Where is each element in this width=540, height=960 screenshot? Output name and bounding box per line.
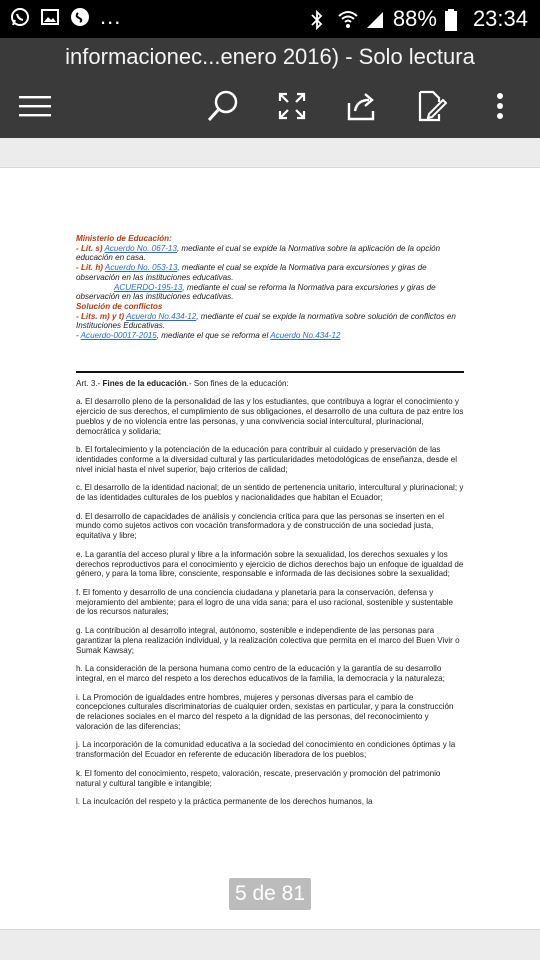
agreement-link[interactable]: Acuerdo No. 053-13 xyxy=(104,263,178,273)
agreement-link[interactable]: ACUERDO-195-13 xyxy=(114,282,183,292)
more-notifications-text: ... xyxy=(100,4,122,29)
agreement-link[interactable]: Acuerdo No.434-12 xyxy=(270,331,341,341)
menu-button[interactable] xyxy=(13,84,57,128)
search-button[interactable] xyxy=(201,84,245,128)
agreement-link[interactable]: Acuerdo No.434-12 xyxy=(126,311,197,321)
shazam-icon xyxy=(70,7,90,27)
status-bar xyxy=(0,0,540,38)
wifi-icon xyxy=(337,9,357,29)
page-indicator: 5 de 81 xyxy=(229,878,311,910)
share-button[interactable] xyxy=(339,84,383,128)
hamburger-menu-icon xyxy=(19,95,51,117)
article-title: Fines de la educación xyxy=(102,378,187,388)
reference-text: , mediante el cual se expide la Normativa sobre la aplicación de la opción educación en casa. xyxy=(76,243,441,263)
reference-text: , mediante el cual se expide la Normativa para excursiones y giras de observación en las instituciones educativas. xyxy=(76,263,427,282)
article-paragraph: l. La inculcación del respeto y la práctica permanente de los derechos humanos, la xyxy=(76,797,373,807)
article-paragraph: d. El desarrollo de capacidades de análisis y conciencia crítica para que las personas se inserten en el mundo como sujetos activos con vocación transformadora y de construcción de una sociedad justa, equitativa y libre; xyxy=(76,511,445,541)
overflow-menu-button[interactable] xyxy=(478,84,522,128)
article-paragraph: a. El desarrollo pleno de la personalidad de las y los estudiantes, que contribuya a lograr el conocimiento y ejercicio de sus derechos, el cumplimiento de sus obligaciones, el desarrollo de una cultura de paz entre los pueblos y de no violencia entre las personas, y una convivencia social intercultural, plurinacional, democrática y solidaria; xyxy=(76,397,464,436)
article-paragraph: h. La consideración de la persona humana como centro de la educación y la garantía de su desarrollo integral, en el marco del respeto a los derechos educativos de la familia, la democracia y la naturaleza; xyxy=(76,664,445,683)
agreement-link[interactable]: Acuerdo No. 067-13 xyxy=(104,243,177,253)
article-paragraph: k. El fomento del conocimiento, respeto, valoración, rescate, preservación y promoción del patrimonio natural y cultural tangible e intangible; xyxy=(76,768,441,788)
lit-prefix: - Lit. h) xyxy=(76,263,103,273)
app-bar xyxy=(0,38,540,138)
article-paragraph: i. La Promoción de igualdades entre hombres, mujeres y personas diversas para el cambio de concepciones culturales discriminatorias de cualquier orden, sexistas en particular, y para la construcción de relaciones sociales en el marco del respeto a la dignidad de las personas, del reconocimiento y valoración de las diferencias; xyxy=(76,692,454,731)
edit-button[interactable] xyxy=(410,84,454,128)
article-paragraph: f. El fomento y desarrollo de una conciencia ciudadana y planetaria para la conservación, defensa y mejoramiento del ambiente; para el logro de una vida sana; para el uso racional, sostenible y sustentable de los recursos naturales; xyxy=(76,587,454,617)
reference-line xyxy=(76,312,464,331)
reference-line xyxy=(76,331,464,341)
battery-icon xyxy=(445,9,465,29)
bluetooth-icon xyxy=(309,9,329,29)
fullscreen-icon xyxy=(278,92,306,120)
reference-line xyxy=(76,263,464,282)
dash-prefix: - xyxy=(76,331,79,341)
section-divider xyxy=(76,371,464,373)
ministry-heading: Ministerio de Educación: xyxy=(76,234,172,243)
search-icon xyxy=(206,89,240,123)
lit-prefix: - Lits. m) y t) xyxy=(76,311,125,321)
clock: 23:34 xyxy=(472,6,528,31)
reference-text: , mediante el que se reforma el xyxy=(156,331,271,341)
share-icon xyxy=(345,91,377,121)
conflicts-heading: Solución de conflictos xyxy=(76,301,163,311)
document-page[interactable] xyxy=(0,167,540,930)
article-heading xyxy=(76,379,464,389)
reference-line xyxy=(76,244,464,263)
article-paragraph: j. La incorporación de la comunidad educativa a la sociedad del conocimiento en condiciones óptimas y la transformación del Ecuador en referente de educación liberadora de los pueblos; xyxy=(76,740,456,760)
article-paragraph: c. El desarrollo de la identidad nacional; de un sentido de pertenencia unitario, intercultural y plurinacional; y de las identidades culturales de los pueblos y nacionalidades que habitan el Ecuador; xyxy=(76,483,464,503)
fullscreen-button[interactable] xyxy=(270,84,314,128)
article-paragraph: g. La contribución al desarrollo integral, autónomo, sostenible e independiente de las personas para garantizar la plena realización individual, y la realización colectiva que permita en el marco del Buen Vivir o Sumak Kawsay; xyxy=(76,626,460,655)
document-title: informacionec...enero 2016) - Solo lectura xyxy=(65,44,475,69)
reference-line xyxy=(76,283,464,302)
battery-percent: 88% xyxy=(392,6,437,31)
page-content xyxy=(76,234,464,816)
agreement-link[interactable]: Acuerdo-00017-2015 xyxy=(80,331,157,341)
article-number: Art. 3.- xyxy=(76,378,101,388)
signal-icon xyxy=(365,9,385,29)
article-paragraph: e. La garantía del acceso plural y libre a la información sobre la sexualidad, los derechos sexuales y los derechos reproductivos para el conocimiento y ejercicio de dichos derechos bajo un enfoque de igualdad de género, y para la toma libre, consciente, responsable e informada de las decisiones sobre la sexualidad; xyxy=(76,549,464,579)
lit-prefix: - Lit. s) xyxy=(76,243,103,253)
article-intro: .- Son fines de la educación: xyxy=(186,378,289,388)
article-paragraph: b. El fortalecimiento y la potenciación de la educación para contribuir al cuidado y preservación de las identidades conforme a la diversidad cultural y las particularidades metodológicas de enseñanza, desde el nivel inicial hasta el nivel superior, bajo criterios de calidad; xyxy=(76,445,458,474)
reference-text: , mediante el cual se reforma la Normativa para excursiones y giras de observación en las instituciones educativas. xyxy=(76,282,436,302)
image-icon xyxy=(40,7,60,27)
reference-text: , mediante el cual se expide la normativa sobre solución de conflictos en Instituciones Educativas. xyxy=(76,311,456,331)
more-vertical-icon xyxy=(496,92,504,120)
edit-document-icon xyxy=(417,90,447,122)
whatsapp-icon xyxy=(10,7,30,27)
